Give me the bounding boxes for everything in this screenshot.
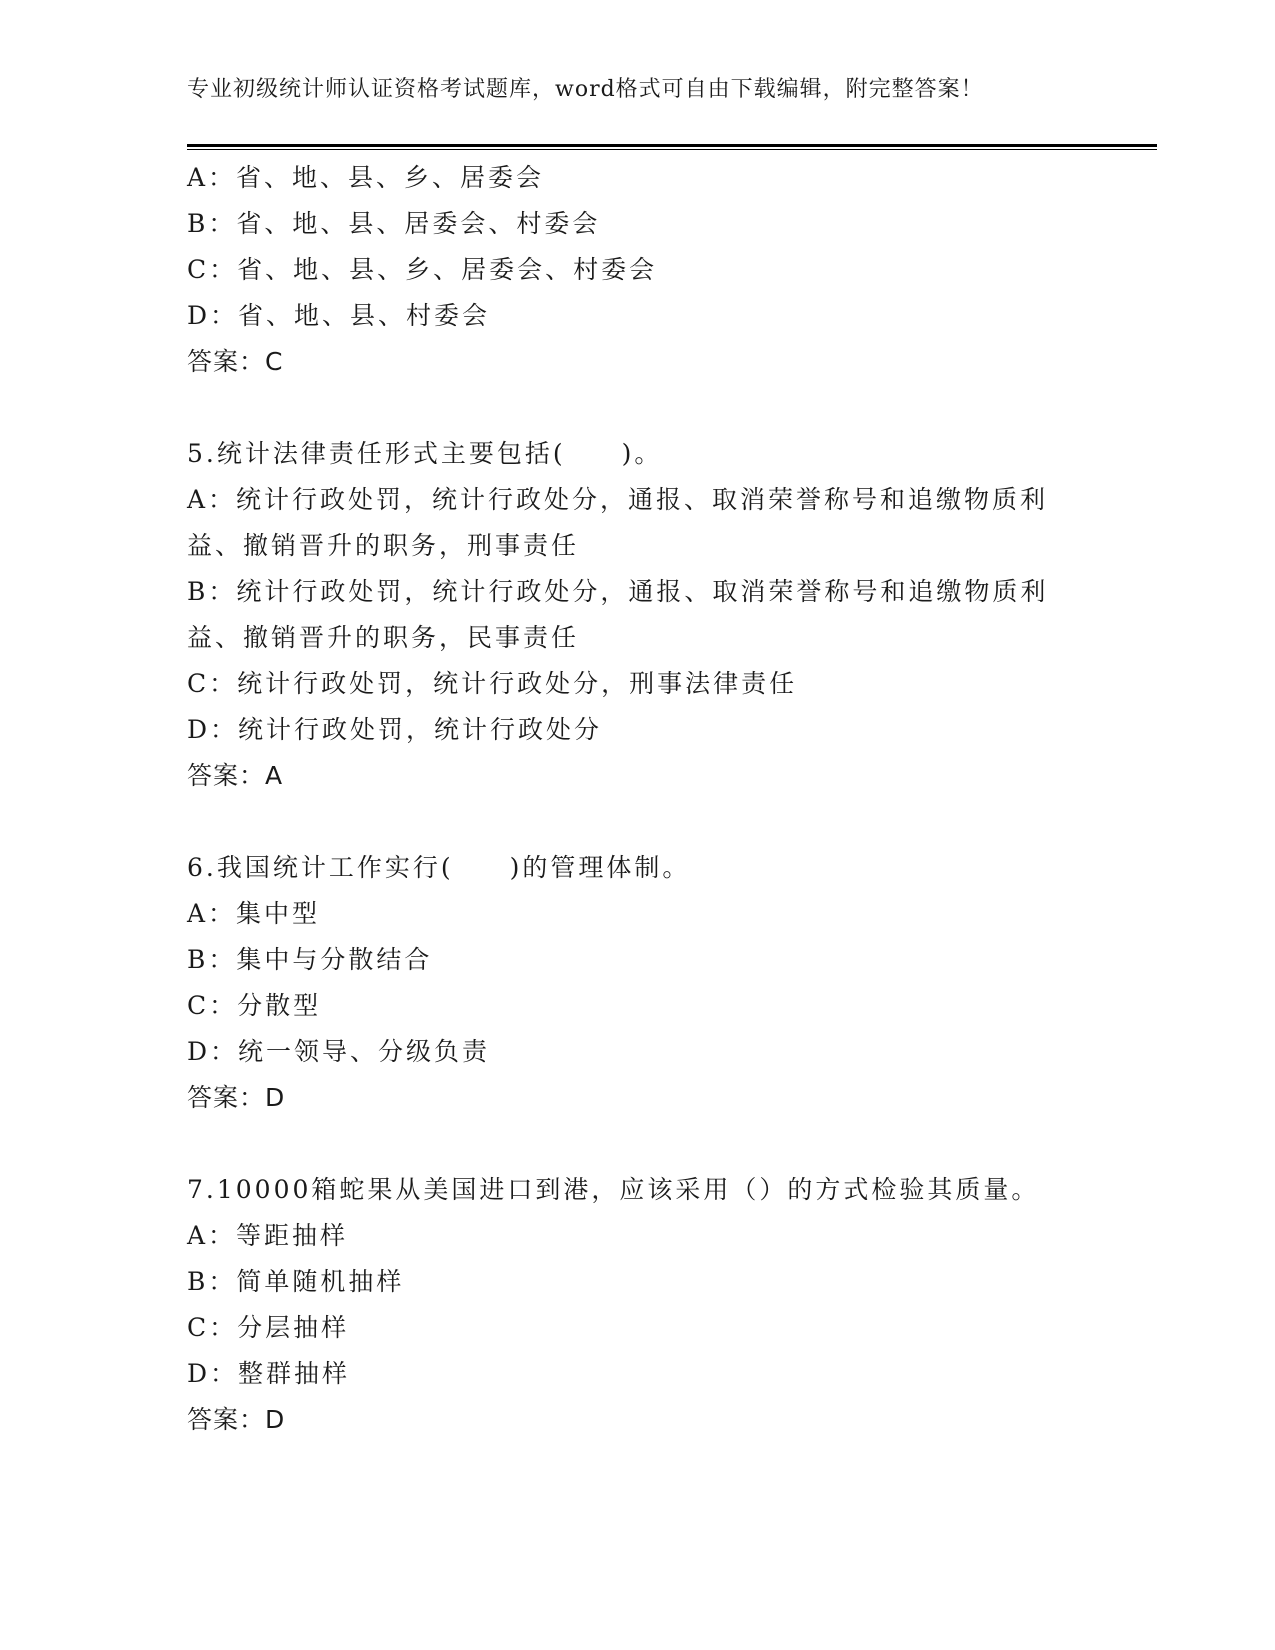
option-c: C：统计行政处罚，统计行政处分，刑事法律责任 (187, 669, 798, 698)
answer: 答案：A (187, 761, 284, 790)
question-block (187, 431, 1087, 799)
option-b: B：统计行政处罚，统计行政处分，通报、取消荣誉称号和追缴物质利益、撤销晋升的职务，民事责任 (187, 577, 1049, 652)
option-d: D：整群抽样 (187, 1359, 351, 1388)
option-a: A：统计行政处罚，统计行政处分，通报、取消荣誉称号和追缴物质利益、撤销晋升的职务，刑事责任 (187, 485, 1049, 560)
option-c: C：分散型 (187, 991, 322, 1020)
question-list (187, 155, 1087, 1443)
option-d: D：省、地、县、村委会 (187, 301, 491, 330)
answer: 答案：D (187, 1083, 286, 1112)
answer: 答案：D (187, 1405, 286, 1434)
option-d: D：统计行政处罚，统计行政处分 (187, 715, 603, 744)
question-stem: 6.我国统计工作实行( )的管理体制。 (187, 853, 691, 882)
header-rule-thin (187, 149, 1157, 150)
question-stem: 7.10000箱蛇果从美国进口到港，应该采用（）的方式检验其质量。 (187, 1175, 1040, 1204)
option-b: B：简单随机抽样 (187, 1267, 405, 1296)
option-c: C：省、地、县、乡、居委会、村委会 (187, 255, 658, 284)
option-b: B：集中与分散结合 (187, 945, 433, 974)
answer: 答案：C (187, 347, 284, 376)
question-block (187, 155, 1087, 385)
question-stem: 5.统计法律责任形式主要包括( )。 (187, 439, 663, 468)
option-a: A：等距抽样 (187, 1221, 349, 1250)
option-d: D：统一领导、分级负责 (187, 1037, 491, 1066)
option-b: B：省、地、县、居委会、村委会 (187, 209, 601, 238)
header-rule-thick (187, 144, 1157, 147)
option-c: C：分层抽样 (187, 1313, 350, 1342)
option-a: A：集中型 (187, 899, 321, 928)
page-header: 专业初级统计师认证资格考试题库，word格式可自由下载编辑，附完整答案！ (187, 77, 984, 102)
question-block (187, 1167, 1087, 1443)
option-a: A：省、地、县、乡、居委会 (187, 163, 545, 192)
question-block (187, 845, 1087, 1121)
